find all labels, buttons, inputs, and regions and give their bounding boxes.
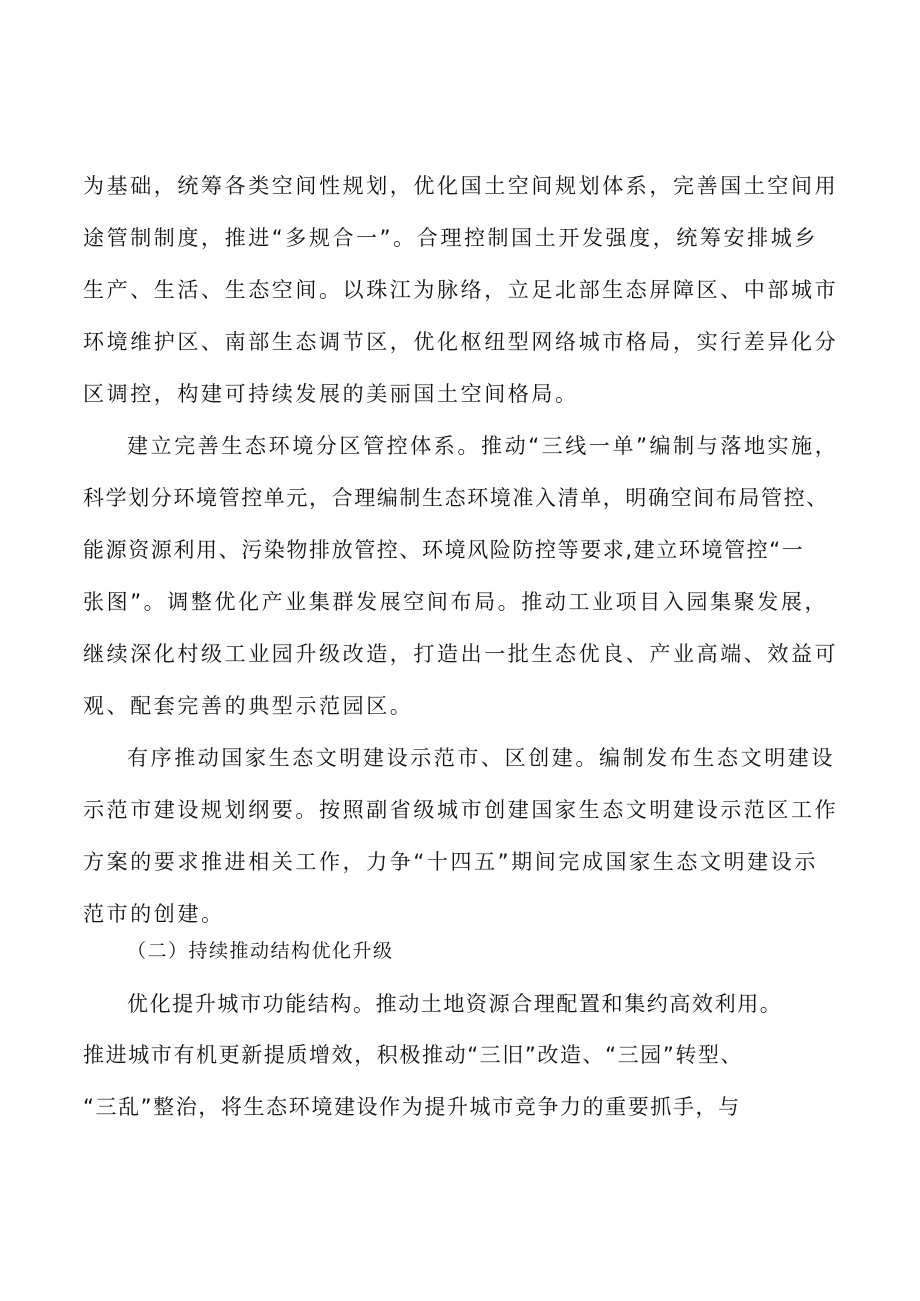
section-heading: （二）持续推动结构优化升级 xyxy=(127,940,394,962)
text-line: 途管制制度，推进“多规合一”。合理控制国土开发强度，统筹安排城乡 xyxy=(83,226,818,250)
text-line: “三乱”整治，将生态环境建设作为提升城市竞争力的重要抓手，与 xyxy=(83,1095,741,1119)
text-line: 继续深化村级工业园升级改造，打造出一批生态优良、产业高端、效益可 xyxy=(83,642,839,666)
text-line: 科学划分环境管控单元，合理编制生态环境准入清单，明确空间布局管控、 xyxy=(83,486,829,510)
text-line: 区调控，构建可持续发展的美丽国土空间格局。 xyxy=(83,382,579,406)
text-line: 观、配套完善的典型示范园区。 xyxy=(83,694,414,718)
text-line: 方案的要求推进相关工作，力争“十四五”期间完成国家生态文明建设示 xyxy=(83,850,818,874)
text-line: 张图”。调整优化产业集群发展空间布局。推动工业项目入园集聚发展， xyxy=(83,590,829,614)
text-line: 为基础，统筹各类空间性规划，优化国土空间规划体系，完善国土空间用 xyxy=(83,174,839,198)
text-line: 推进城市有机更新提质增效，积极推动“三旧”改造、“三园”转型、 xyxy=(83,1043,744,1067)
text-line: 范市的创建。 xyxy=(83,902,225,926)
text-line: 环境维护区、南部生态调节区，优化枢纽型网络城市格局，实行差异化分 xyxy=(83,330,839,354)
text-line: 示范市建设规划纲要。按照副省级城市创建国家生态文明建设示范区工作 xyxy=(83,798,839,822)
text-line: 生产、生活、生态空间。以珠江为脉络，立足北部生态屏障区、中部城市 xyxy=(83,278,839,302)
text-line: 能源资源利用、污染物排放管控、环境风险防控等要求,建立环境管控“一 xyxy=(83,538,805,562)
text-line: 建立完善生态环境分区管控体系。推动“三线一单”编制与落地实施， xyxy=(127,434,839,458)
text-line: 有序推动国家生态文明建设示范市、区创建。编制发布生态文明建设 xyxy=(127,746,835,770)
text-line: 优化提升城市功能结构。推动土地资源合理配置和集约高效利用。 xyxy=(127,992,783,1016)
